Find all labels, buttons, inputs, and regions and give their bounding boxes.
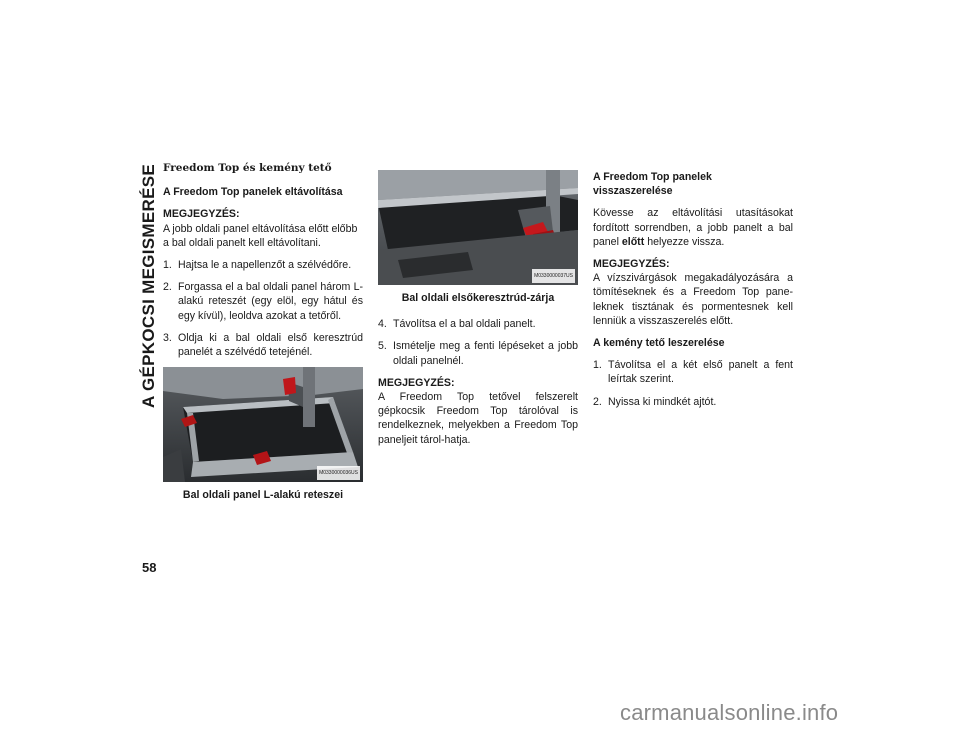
list-item (378, 317, 578, 331)
list-item (163, 258, 363, 272)
step-number: 3. (163, 331, 172, 344)
watermark: carmanualsonline.info (620, 700, 839, 725)
paragraph-emphasis: előtt (621, 235, 645, 248)
sidebar-chapter-title (137, 160, 161, 412)
figure-code: M0330000037US (532, 269, 575, 283)
figure-front-crossbar-lock (378, 170, 578, 285)
column-3 (593, 170, 793, 417)
note-block (163, 207, 363, 250)
step-text: Nyissa ki mindkét ajtót. (608, 395, 717, 408)
list-item (163, 331, 363, 359)
note-label: MEGJEGYZÉS: (378, 376, 455, 389)
roof-crossbar-illustration (378, 170, 578, 285)
steps-list (163, 258, 363, 359)
figure-caption: Bal oldali panel L-alakú reteszei (182, 489, 344, 502)
subsection-title: A Freedom Top panelek visszaszerelése (593, 171, 712, 198)
steps-list (593, 358, 793, 409)
figure-caption: Bal oldali elsőkeresztrúd-zárja (401, 292, 555, 304)
step-number: 5. (378, 340, 387, 353)
subsection-title: A Freedom Top panelek eltávolítása (163, 186, 343, 199)
list-item (163, 280, 363, 323)
note-block (378, 376, 578, 447)
column-1 (163, 161, 363, 514)
paragraph-text: Kövesse az eltávolítási utasításokat fordított sorrendben, a jobb panelt a bal panel (593, 207, 793, 248)
step-text: Hajtsa le a napellenzőt a szélvédőre. (178, 259, 352, 272)
step-text: Távolítsa el a bal oldali panelt. (393, 318, 536, 331)
note-text: A Freedom Top tetővel felszerelt gépkocsik Freedom Top tárolóval is rendelkeznek, melyekben a Freedom Top paneljeit tárol-hatja. (378, 391, 578, 446)
step-number: 2. (593, 395, 602, 408)
note-text: A jobb oldali panel eltávolítása előtt előbb a bal oldali panelt kell eltávolítani. (163, 222, 358, 249)
steps-list (378, 317, 578, 368)
figure-l-latches (163, 367, 363, 482)
step-text: Oldja ki a bal oldali első keresztrúd panelét a szélvédő tetejénél. (178, 331, 363, 359)
roof-interior-illustration (163, 367, 363, 482)
list-item (378, 339, 578, 367)
note-label: MEGJEGYZÉS: (163, 208, 240, 221)
list-item (593, 358, 793, 386)
step-text: Távolítsa el a két első panelt a fent leírtak szerint. (608, 359, 793, 386)
figure-code: M0330000036US (317, 466, 360, 480)
note-block (593, 257, 793, 328)
paragraph-text: helyezze vissza. (647, 235, 725, 248)
step-number: 1. (593, 359, 602, 372)
step-number: 4. (378, 318, 387, 331)
note-label: MEGJEGYZÉS: (593, 258, 670, 271)
paragraph (593, 206, 793, 249)
list-item (593, 395, 793, 409)
section-title: Freedom Top és kemény tető (163, 162, 332, 174)
step-text: Ismételje meg a fenti lépéseket a jobb oldali panelnél. (393, 340, 578, 367)
subsection-title: A kemény tető leszerelése (593, 337, 725, 350)
sidebar-chapter-title-text: A GÉPKOCSI MEGISMERÉSE (139, 163, 158, 409)
step-text: Forgassa el a bal oldali panel három L-alakú reteszét (egy elöl, egy hátul és egy kívül), leoldva azokat a tetőről. (178, 281, 363, 322)
page-number: 58 (142, 560, 157, 575)
note-text: A vízszivárgások megakadályozására a tömítéseknek és a Freedom Top pane-leknek tisztának és pormentesnek kell lenniük a visszaszerelés előtt. (593, 272, 793, 327)
step-number: 2. (163, 281, 172, 294)
step-number: 1. (163, 259, 172, 272)
column-2 (378, 170, 578, 455)
